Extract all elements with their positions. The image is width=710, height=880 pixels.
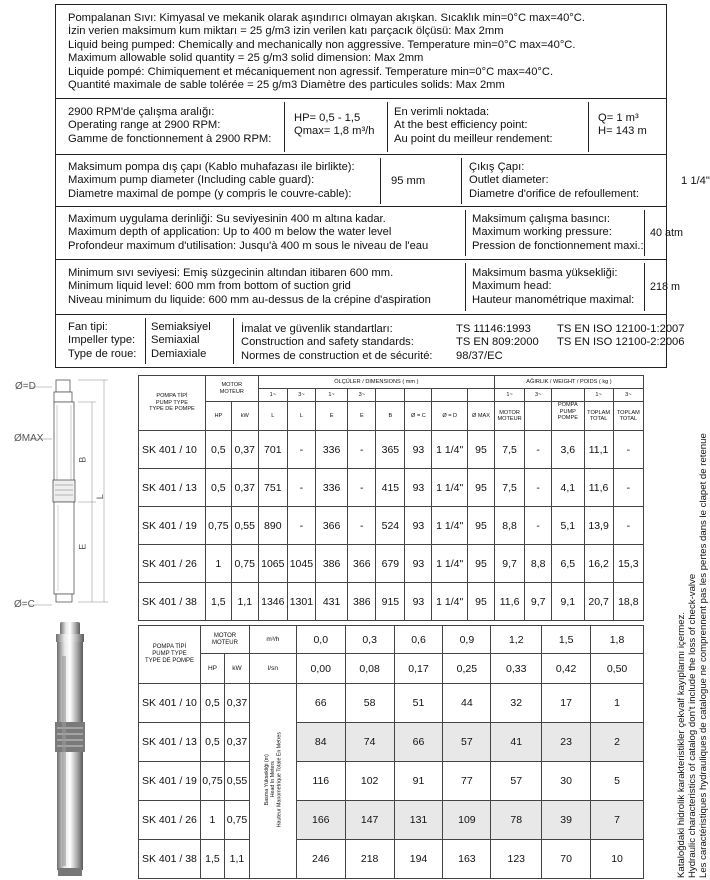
table-cell: 15,3	[613, 545, 643, 583]
divider	[644, 263, 645, 311]
standard-item: TS EN 809:2000	[456, 336, 539, 349]
standard-item: TS EN ISO 12100-2:2006	[557, 336, 685, 349]
head-value: 70	[542, 840, 591, 879]
head-labels	[472, 267, 634, 307]
standards-label: Construction and safety standards:	[241, 336, 414, 349]
head-label: Maximum head:	[472, 280, 552, 293]
table-cell: 365	[376, 431, 405, 469]
note-tr: Kataloğdaki hidrolik karakteristikler çekvalf kayıplarını içermez.	[676, 611, 687, 878]
divider	[55, 154, 667, 155]
table-cell: 1346	[258, 583, 287, 621]
level-label: Minimum liquid level: 600 mm from bottom of suction grid	[68, 280, 351, 293]
diameter-d-label: Ø=D	[15, 381, 36, 392]
hp-cell: 1	[200, 801, 224, 840]
table-cell: -	[287, 507, 315, 545]
flow-m3h: 1,2	[491, 626, 542, 654]
liquid-en: Liquid being pumped: Chemically and mechanically non aggressive. Temperature min=0°C max=40°C.	[68, 38, 576, 51]
divider	[233, 318, 234, 364]
table-cell: 3,6	[552, 431, 584, 469]
header-pump-type: POMPA TİPİ PUMP TYPE TYPE DE POMPE	[139, 376, 206, 431]
table-cell: 5,1	[552, 507, 584, 545]
col-total-3: TOPLAM TOTAL	[613, 402, 643, 431]
head-value: 102	[345, 762, 394, 801]
table-cell: -	[525, 507, 552, 545]
table-row	[139, 684, 644, 723]
unit-m3h: m³/h	[249, 626, 296, 654]
head-label-line: Head In Meters	[269, 761, 276, 798]
range-label: Operating range at 2900 RPM:	[68, 119, 221, 132]
table-cell: 0,55	[231, 507, 258, 545]
fan-value: Semiaksiyel	[151, 321, 211, 333]
col-total-1: TOPLAM TOTAL	[584, 402, 613, 431]
table-cell: 93	[405, 469, 432, 507]
table-cell: 701	[258, 431, 287, 469]
table-cell: 11,1	[584, 431, 613, 469]
phase-1: 1~	[258, 389, 287, 402]
kw-cell: 0,75	[224, 801, 249, 840]
divider	[55, 98, 667, 99]
head-value: 57	[491, 762, 542, 801]
dim-l-label: L	[94, 494, 105, 500]
pump-model: SK 401 / 13	[139, 723, 201, 762]
outlet-value: 1 1/4"	[681, 175, 710, 187]
depth-labels	[68, 213, 428, 253]
head-value: 194	[394, 840, 443, 879]
hp-cell: 0,75	[200, 762, 224, 801]
table-cell: 7,5	[494, 431, 524, 469]
pump-product-image	[40, 620, 100, 880]
head-value: 163	[443, 840, 491, 879]
sand-fr: Quantité maximale de sable tolérée = 25 g/m3 Diamètre des particules solids: Max 2mm	[68, 79, 505, 92]
pump-model: SK 401 / 13	[139, 469, 206, 507]
table-cell: 1,5	[205, 583, 231, 621]
table-cell: 95	[468, 431, 495, 469]
flow-m3h: 0,0	[296, 626, 345, 654]
head-value: 32	[491, 684, 542, 723]
col-e1: E	[315, 402, 347, 431]
table-row	[139, 507, 644, 545]
table-cell: 93	[405, 431, 432, 469]
table-row	[139, 723, 644, 762]
table-cell: 20,7	[584, 583, 613, 621]
fan-value: Semiaxial	[151, 334, 200, 347]
head-value: 30	[542, 762, 591, 801]
head-value: 131	[394, 801, 443, 840]
phase-3: 3~	[525, 389, 552, 402]
efficiency-q: Q= 1 m³	[598, 112, 639, 124]
flow-ls: 0,50	[591, 654, 644, 684]
note-en: Hydraulic characteristics of catalog don't include the loss of check-valve	[687, 573, 698, 878]
head-value: 41	[491, 723, 542, 762]
flow-m3h: 0,3	[345, 626, 394, 654]
fan-label: Impeller type:	[68, 334, 136, 347]
head-axis-label	[249, 684, 296, 879]
table-cell: 1065	[258, 545, 287, 583]
hp-cell: 0,5	[200, 684, 224, 723]
pressure-value: 40 atm	[650, 227, 684, 239]
table-row	[139, 762, 644, 801]
table-cell: 1,1	[231, 583, 258, 621]
diameter-label: Maximum pump diameter (Including cable guard):	[68, 174, 315, 187]
efficiency-h: H= 143 m	[598, 125, 647, 138]
table-cell: 11,6	[494, 583, 524, 621]
divider	[145, 318, 146, 364]
range-label: Gamme de fonctionnement à 2900 RPM:	[68, 132, 272, 145]
table-cell: 366	[315, 507, 347, 545]
table-cell: 366	[348, 545, 376, 583]
table-cell: 1301	[287, 583, 315, 621]
divider	[465, 263, 466, 311]
table-cell: 431	[315, 583, 347, 621]
pump-model: SK 401 / 38	[139, 583, 206, 621]
table-cell: 386	[315, 545, 347, 583]
col-kw: kW	[231, 402, 258, 431]
standards-labels	[241, 323, 433, 363]
pressure-labels	[472, 213, 644, 253]
standard-item: TS EN ISO 12100-1:2007	[557, 323, 685, 335]
head-value: 218 m	[650, 281, 681, 293]
col-d: Ø = D	[432, 402, 468, 431]
efficiency-labels	[394, 106, 553, 146]
dim-b-label: B	[77, 456, 88, 463]
table-cell: 0,37	[231, 431, 258, 469]
pump-model: SK 401 / 10	[139, 431, 206, 469]
range-label: 2900 RPM'de çalışma aralığı:	[68, 106, 215, 118]
head-value: 77	[443, 762, 491, 801]
performance-table	[138, 625, 644, 879]
kw-cell: 0,37	[224, 723, 249, 762]
col-motor-weight-3	[525, 402, 552, 431]
head-value: 116	[296, 762, 345, 801]
phase-1: 1~	[494, 389, 524, 402]
head-value: 39	[542, 801, 591, 840]
hp-cell: 0,5	[200, 723, 224, 762]
col-motor-weight: MOTOR MOTEUR	[494, 402, 524, 431]
table-cell: 9,1	[552, 583, 584, 621]
divider	[55, 206, 667, 207]
head-value: 2	[591, 723, 644, 762]
table-cell: 1 1/4"	[432, 507, 468, 545]
outlet-label: Diametre d'orifice de refoullement:	[469, 187, 640, 200]
flow-m3h: 1,8	[591, 626, 644, 654]
table-cell: 6,5	[552, 545, 584, 583]
divider	[644, 210, 645, 256]
head-value: 51	[394, 684, 443, 723]
table-cell: -	[525, 469, 552, 507]
efficiency-label: At the best efficiency point:	[394, 119, 528, 132]
depth-label: Profondeur maximum d'utilisation: Jusqu'à 400 m sous le niveau de l'eau	[68, 239, 429, 252]
flow-ls: 0,25	[443, 654, 491, 684]
flow-ls: 0,08	[345, 654, 394, 684]
head-label-line: Basma Yüksekliği (m)	[263, 753, 270, 806]
head-label: Hauteur manométrique maximal:	[472, 293, 635, 306]
table-cell: 0,75	[231, 545, 258, 583]
col-l3: L	[287, 402, 315, 431]
header-motor: MOTOR MOTEUR	[200, 626, 249, 654]
table-cell: 11,6	[584, 469, 613, 507]
table-row	[139, 583, 644, 621]
standards-col1	[456, 323, 539, 363]
head-value: 109	[443, 801, 491, 840]
col-max: Ø MAX	[468, 402, 495, 431]
table-cell: 95	[468, 507, 495, 545]
outlet-label: Outlet diameter:	[469, 174, 549, 187]
fan-values	[151, 321, 211, 361]
head-value: 1	[591, 684, 644, 723]
flow-m3h: 0,6	[394, 626, 443, 654]
divider	[461, 158, 462, 204]
head-value: 166	[296, 801, 345, 840]
kw-cell: 0,37	[224, 684, 249, 723]
standards-label: İmalat ve güvenlik standartları:	[241, 323, 393, 335]
head-value: 23	[542, 723, 591, 762]
head-value: 84	[296, 723, 345, 762]
head-value: 123	[491, 840, 542, 879]
head-label: Maksimum basma yüksekliği:	[472, 267, 618, 279]
note-fr: Les caractéristiques hydrauliques de catalogue ne comprennent pas les pertes dans le clapet de retenue	[698, 433, 709, 878]
col-l1: L	[258, 402, 287, 431]
pump-model: SK 401 / 38	[139, 840, 201, 879]
pressure-label: Pression de fonctionnement maxi.:	[472, 239, 644, 252]
table-row	[139, 431, 644, 469]
divider	[380, 158, 381, 204]
standard-item: TS 11146:1993	[456, 323, 531, 335]
col-kw: kW	[224, 654, 249, 684]
standards-label: Normes de construction et de sécurité:	[241, 349, 433, 362]
table-cell: 890	[258, 507, 287, 545]
kw-cell: 0,55	[224, 762, 249, 801]
head-value: 246	[296, 840, 345, 879]
kw-cell: 1,1	[224, 840, 249, 879]
table-cell: 679	[376, 545, 405, 583]
flow-ls: 0,42	[542, 654, 591, 684]
phase-1: 1~	[315, 389, 347, 402]
range-qmax: Qmax= 1,8 m³/h	[294, 125, 375, 138]
flow-m3h: 1,5	[542, 626, 591, 654]
phase-3: 3~	[287, 389, 315, 402]
table-cell: 95	[468, 545, 495, 583]
standards-col2	[557, 323, 685, 350]
table-cell: 386	[348, 583, 376, 621]
table-cell: 95	[468, 583, 495, 621]
dim-e-label: E	[77, 543, 88, 550]
head-value: 7	[591, 801, 644, 840]
hp-cell: 1,5	[200, 840, 224, 879]
table-cell: 336	[315, 469, 347, 507]
table-cell: 8,8	[525, 545, 552, 583]
liquid-tr: Pompalanan Sıvı: Kimyasal ve mekanik olarak aşındırıcı olmayan akışkan. Sıcaklık min=0°C max=40°C.	[68, 12, 585, 24]
fan-labels	[68, 321, 136, 361]
depth-label: Maximum depth of application: Up to 400 m below the water level	[68, 226, 392, 239]
head-value: 17	[542, 684, 591, 723]
divider	[284, 102, 285, 152]
col-b: B	[376, 402, 405, 431]
standard-item: 98/37/EC	[456, 349, 503, 362]
head-label-line: Hauteur Manometrique Totale En Metres	[275, 731, 282, 828]
table-row	[139, 840, 644, 879]
table-cell: -	[287, 431, 315, 469]
table-cell: 95	[468, 469, 495, 507]
table-row	[139, 469, 644, 507]
table-cell: -	[613, 431, 643, 469]
table-cell: 93	[405, 545, 432, 583]
table-cell: 93	[405, 583, 432, 621]
level-labels	[68, 267, 431, 307]
head-value: 44	[443, 684, 491, 723]
table-cell: 0,5	[205, 469, 231, 507]
table-cell: -	[613, 469, 643, 507]
efficiency-label: Au point du meilleur rendement:	[394, 132, 553, 145]
flow-ls: 0,17	[394, 654, 443, 684]
diameter-value: 95 mm	[391, 175, 426, 187]
table-cell: 0,5	[205, 431, 231, 469]
table-cell: 0,75	[205, 507, 231, 545]
pump-model: SK 401 / 26	[139, 545, 206, 583]
col-hp: HP	[200, 654, 224, 684]
outlet-label: Çıkış Çapı:	[469, 161, 525, 173]
diameter-label: Maksimum pompa dış çapı (Kablo muhafazası ile birlikte):	[68, 161, 355, 173]
table-cell: 4,1	[552, 469, 584, 507]
table-cell: 93	[405, 507, 432, 545]
table-cell: 7,5	[494, 469, 524, 507]
liquid-section	[68, 12, 585, 92]
fan-label: Fan tipi:	[68, 321, 108, 333]
table-cell: 1 1/4"	[432, 545, 468, 583]
head-value: 5	[591, 762, 644, 801]
diameter-max-label: ØMAX	[14, 433, 44, 444]
table-cell: 9,7	[494, 545, 524, 583]
table-cell: -	[613, 507, 643, 545]
head-value: 10	[591, 840, 644, 879]
header-dimensions: ÖLÇÜLER / DIMENSIONS ( mm )	[258, 376, 494, 389]
table-cell: 1 1/4"	[432, 469, 468, 507]
table-row	[139, 545, 644, 583]
table-cell: -	[348, 469, 376, 507]
range-labels	[68, 106, 271, 146]
table-cell: 336	[315, 431, 347, 469]
flow-ls: 0,00	[296, 654, 345, 684]
head-value: 66	[296, 684, 345, 723]
table-cell: 9,7	[525, 583, 552, 621]
head-value: 78	[491, 801, 542, 840]
diameter-c-label: Ø=C	[14, 599, 35, 610]
head-value: 147	[345, 801, 394, 840]
table-cell: 13,9	[584, 507, 613, 545]
col-hp: HP	[205, 402, 231, 431]
phase-3: 3~	[613, 389, 643, 402]
level-label: Minimum sıvı seviyesi: Emiş süzgecinin altından itibaren 600 mm.	[68, 267, 394, 279]
efficiency-label: En verimli noktada:	[394, 106, 490, 118]
header-weight: AĞIRLIK / WEIGHT / POIDS ( kg )	[494, 376, 643, 389]
table-cell: 415	[376, 469, 405, 507]
pump-model: SK 401 / 26	[139, 801, 201, 840]
head-value: 58	[345, 684, 394, 723]
col-e3: E	[348, 402, 376, 431]
header-motor: MOTOR MOTEUR	[205, 376, 258, 402]
table-cell: 524	[376, 507, 405, 545]
divider	[55, 259, 667, 260]
table-cell: -	[348, 507, 376, 545]
head-value: 57	[443, 723, 491, 762]
outlet-labels	[469, 161, 639, 201]
table-row	[139, 801, 644, 840]
table-cell: 18,8	[613, 583, 643, 621]
table-cell: -	[348, 431, 376, 469]
head-value: 66	[394, 723, 443, 762]
pump-model: SK 401 / 19	[139, 762, 201, 801]
table-cell: 1 1/4"	[432, 431, 468, 469]
fan-value: Demiaxiale	[151, 347, 207, 360]
diameter-label: Diametre maximal de pompe (y compris le couvre-cable):	[68, 187, 352, 200]
sand-tr: İzin verien maksimum kum miktarı = 25 g/m3 izin verilen katı parçacık ölçüsü: Max 2mm	[68, 25, 504, 38]
flow-ls: 0,33	[491, 654, 542, 684]
diameter-labels	[68, 161, 355, 201]
sand-en: Maximum allowable solid quantity = 25 g/m3 solid dimension: Max 2mm	[68, 52, 424, 65]
depth-label: Maximum uygulama derinliği: Su seviyesinin 400 m altına kadar.	[68, 213, 386, 225]
pressure-label: Maksimum çalışma basıncı:	[472, 213, 611, 225]
table-cell: 1 1/4"	[432, 583, 468, 621]
pump-model: SK 401 / 10	[139, 684, 201, 723]
head-value: 91	[394, 762, 443, 801]
table-cell: 915	[376, 583, 405, 621]
pump-model: SK 401 / 19	[139, 507, 206, 545]
efficiency-values	[598, 112, 647, 139]
fan-label: Type de roue:	[68, 347, 137, 360]
flow-m3h: 0,9	[443, 626, 491, 654]
divider	[55, 314, 667, 315]
table-cell: 8,8	[494, 507, 524, 545]
pressure-label: Maximum working pressure:	[472, 226, 612, 239]
table-cell: 1	[205, 545, 231, 583]
hydraulic-note	[676, 433, 709, 878]
table-cell: 16,2	[584, 545, 613, 583]
table-cell: 751	[258, 469, 287, 507]
dimensions-table	[138, 375, 644, 621]
unit-ls: l/sn	[249, 654, 296, 684]
col-c: Ø = C	[405, 402, 432, 431]
level-label: Niveau minimum du liquide: 600 mm au-dessus de la crépine d'aspiration	[68, 293, 431, 306]
header-pump-type: POMPA TİPİ PUMP TYPE TYPE DE POMPE	[139, 626, 201, 684]
range-hp: HP= 0,5 - 1,5	[294, 112, 361, 124]
phase-3: 3~	[348, 389, 376, 402]
head-value: 218	[345, 840, 394, 879]
table-cell: -	[525, 431, 552, 469]
phase-1: 1~	[584, 389, 613, 402]
divider	[588, 102, 589, 152]
table-cell: 0,37	[231, 469, 258, 507]
table-cell: -	[287, 469, 315, 507]
table-cell: 1045	[287, 545, 315, 583]
col-pump-weight: POMPA PUMP POMPE	[552, 402, 584, 431]
head-value: 74	[345, 723, 394, 762]
liquid-fr: Liquide pompé: Chimiquement et mécaniquement non agressif. Temperature min=0°C max=40°C.	[68, 65, 554, 78]
divider	[387, 102, 388, 152]
range-values	[294, 112, 375, 139]
divider	[465, 210, 466, 256]
